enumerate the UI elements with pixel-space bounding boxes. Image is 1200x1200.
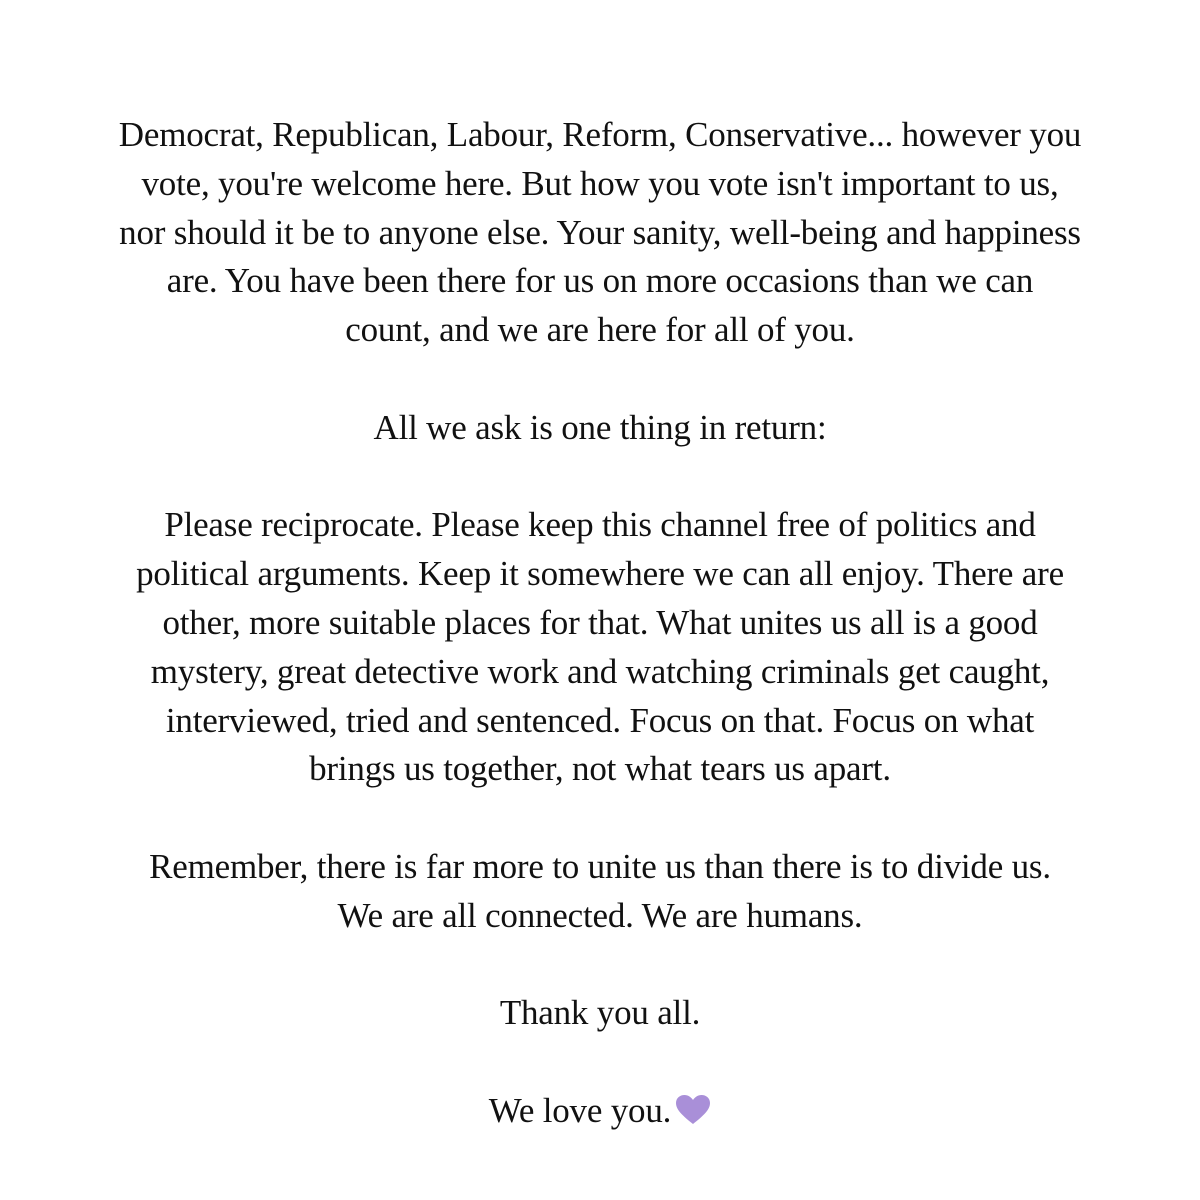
text-line: interviewed, tried and sentenced. Focus on that. Focus on what bbox=[165, 700, 1035, 740]
text-line: Thank you all. bbox=[499, 993, 701, 1033]
text-line: brings us together, not what tears us apart. bbox=[309, 749, 891, 789]
paragraph-spacer bbox=[40, 453, 1160, 502]
text-line: All we ask is one thing in return: bbox=[373, 407, 827, 447]
community-notice bbox=[40, 111, 1160, 1136]
text-line: vote, you're welcome here. But how you vote isn't important to us, bbox=[141, 163, 1059, 203]
text-line: Remember, there is far more to unite us than there is to divide us. bbox=[149, 846, 1051, 886]
paragraph-remember bbox=[40, 843, 1160, 941]
paragraph-love bbox=[40, 1087, 1160, 1136]
purple-heart-icon bbox=[675, 1091, 711, 1140]
paragraph-thanks bbox=[40, 989, 1160, 1038]
paragraph-request bbox=[40, 404, 1160, 453]
text-line: Democrat, Republican, Labour, Reform, Conservative... however you bbox=[118, 115, 1082, 154]
paragraph-reciprocate bbox=[40, 501, 1160, 794]
text-line: mystery, great detective work and watching criminals get caught, bbox=[150, 651, 1050, 691]
text-line: We are all connected. We are humans. bbox=[337, 895, 863, 935]
paragraph-welcome bbox=[40, 111, 1160, 355]
paragraph-spacer bbox=[40, 355, 1160, 404]
text-line: Please reciprocate. Please keep this channel free of politics and bbox=[164, 505, 1036, 545]
closing-line bbox=[40, 1087, 1160, 1136]
text-line: nor should it be to anyone else. Your sanity, well-being and happiness bbox=[119, 212, 1081, 252]
text-line: political arguments. Keep it somewhere we can all enjoy. There are bbox=[136, 554, 1064, 594]
paragraph-spacer bbox=[40, 794, 1160, 843]
text-line: other, more suitable places for that. What unites us all is a good bbox=[162, 602, 1038, 642]
text-line: count, and we are here for all of you. bbox=[345, 310, 855, 350]
paragraph-spacer bbox=[40, 941, 1160, 990]
paragraph-spacer bbox=[40, 1038, 1160, 1087]
text-line: are. You have been there for us on more occasions than we can bbox=[166, 261, 1034, 301]
closing-text: We love you. bbox=[488, 1090, 672, 1130]
